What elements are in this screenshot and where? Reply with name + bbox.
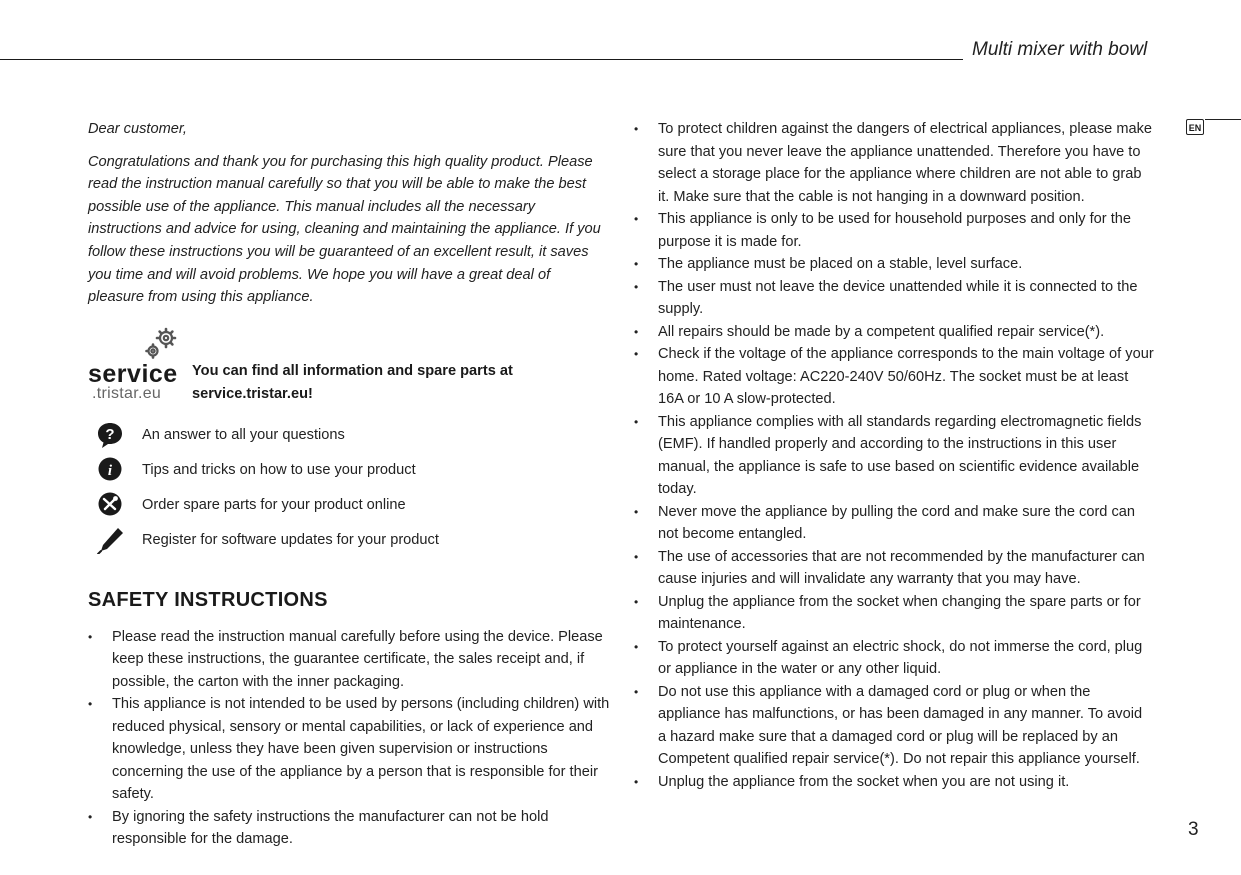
safety-item: • Unplug the appliance from the socket when changing the spare parts or for maintenance.	[634, 591, 1154, 636]
safety-item: • The appliance must be placed on a stable, level surface.	[634, 253, 1154, 276]
language-badge: EN	[1186, 119, 1204, 135]
feature-label: Register for software updates for your product	[142, 531, 439, 548]
safety-item: • Unplug the appliance from the socket when you are not using it.	[634, 771, 1154, 794]
service-block	[88, 325, 610, 409]
tools-icon	[96, 491, 124, 519]
safety-item: • This appliance is only to be used for household purposes and only for the purpose it is made for.	[634, 208, 1154, 253]
safety-item: • The user must not leave the device unattended while it is connected to the supply.	[634, 276, 1154, 321]
safety-item: • To protect children against the dangers of electrical appliances, please make sure that you never leave the appliance unattended. Therefore you have to select a storage place for the appliance where children are not able to grab it. Make sure that the cable is not hanging in a downward position.	[634, 118, 1154, 208]
safety-item: • By ignoring the safety instructions the manufacturer can not be hold responsible for the damage.	[88, 806, 610, 851]
safety-item: • Check if the voltage of the appliance corresponds to the main voltage of your home. Rated voltage: AC220-240V 50/60Hz. The socket must be at least 16A or 10 A slow-protected.	[634, 343, 1154, 411]
service-logo-url: .tristar.eu	[92, 384, 162, 402]
feature-item	[88, 491, 610, 526]
safety-item: • Do not use this appliance with a damaged cord or plug or when the appliance has malfunctions, or has been damaged in any manner. To avoid a hazard make sure that a damaged cord or plug will be replaced by an Competent qualified repair service(*). Do not repair this appliance yourself.	[634, 681, 1154, 771]
svg-text:?: ?	[105, 425, 115, 443]
service-logo	[88, 325, 188, 409]
service-logo-word: service	[88, 359, 178, 388]
intro	[88, 118, 610, 309]
info-icon	[96, 456, 124, 484]
page-title: Multi mixer with bowl	[972, 39, 1148, 60]
safety-item: • Never move the appliance by pulling the cord and make sure the cord can not become entangled.	[634, 501, 1154, 546]
intro-body: Congratulations and thank you for purchasing this high quality product. Please read the instruction manual carefully so that you will be able to make the best possible use of the appliance. This manual includes all the necessary instructions and advice for using, cleaning and maintaining the appliance. If you follow these instructions you will be guaranteed of an excellent result, it saves you time and will avoid problems. We hope you will have a great deal of pleasure from using this appliance.	[88, 153, 601, 306]
right-column	[634, 118, 1154, 793]
safety-item: • The use of accessories that are not recommended by the manufacturer can cause injuries and will invalidate any warranty that you may have.	[634, 546, 1154, 591]
gears-icon	[144, 327, 178, 361]
greeting: Dear customer,	[88, 121, 187, 137]
service-info	[192, 360, 572, 406]
service-info-line1: You can find all information and spare parts at	[192, 362, 513, 379]
feature-item	[88, 421, 610, 456]
header-rule	[0, 59, 963, 60]
safety-item: • This appliance complies with all standards regarding electromagnetic fields (EMF). If handled properly and according to the instructions in this user manual, the appliance is safe to use based on scientific evidence available today.	[634, 411, 1154, 501]
feature-label: Order spare parts for your product online	[142, 496, 406, 513]
safety-list-left	[88, 626, 610, 851]
section-title: SAFETY INSTRUCTIONS	[88, 588, 328, 611]
safety-item: • All repairs should be made by a competent qualified repair service(*).	[634, 321, 1154, 344]
feature-list	[88, 421, 610, 561]
feature-label: An answer to all your questions	[142, 426, 345, 443]
pen-icon	[96, 526, 124, 554]
feature-label: Tips and tricks on how to use your product	[142, 461, 416, 478]
svg-text:i: i	[107, 462, 113, 479]
service-info-line2: service.tristar.eu!	[192, 385, 313, 402]
feature-item	[88, 526, 610, 561]
safety-item: • This appliance is not intended to be used by persons (including children) with reduced physical, sensory or mental capabilities, or lack of experience and knowledge, unless they have been given supervision or instructions concerning the use of the appliance by a person that is responsible for their safety.	[88, 693, 610, 806]
feature-item	[88, 456, 610, 491]
language-rule	[1205, 119, 1241, 120]
left-column	[88, 118, 610, 851]
question-icon	[96, 421, 124, 449]
safety-item: • To protect yourself against an electric shock, do not immerse the cord, plug or appliance in the water or any other liquid.	[634, 636, 1154, 681]
safety-item: • Please read the instruction manual carefully before using the device. Please keep these instructions, the guarantee certificate, the sales receipt and, if possible, the carton with the inner packaging.	[88, 626, 610, 694]
page-number: 3	[1188, 819, 1199, 840]
safety-list-right	[634, 118, 1154, 793]
